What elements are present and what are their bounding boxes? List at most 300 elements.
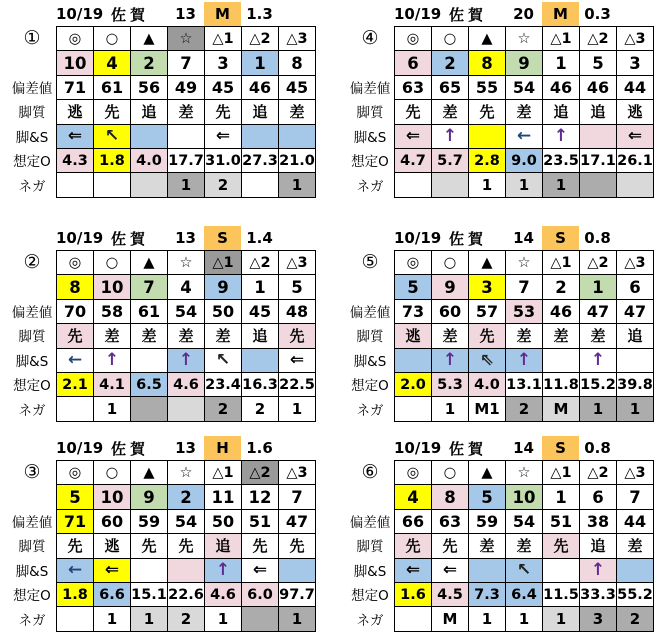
cell-style-4[interactable]: 差 [168, 100, 205, 124]
cell-symbols-6[interactable]: △2 [242, 251, 279, 275]
cell-symbols-6[interactable]: △2 [580, 461, 617, 485]
cell-odds-2[interactable]: 5.7 [432, 149, 469, 173]
cell-dev-5[interactable]: 51 [543, 510, 580, 534]
cell-nega-7[interactable]: 1 [279, 173, 316, 197]
cell-style-4[interactable]: 差 [168, 324, 205, 348]
cell-nega-6[interactable] [242, 607, 279, 631]
cell-legs-7[interactable]: ⇐ [617, 125, 654, 149]
cell-nega-2[interactable] [432, 173, 469, 197]
cell-symbols-3[interactable]: ▲ [469, 27, 506, 51]
cell-numbers-1[interactable]: 10 [57, 51, 94, 75]
cell-numbers-2[interactable]: 8 [432, 485, 469, 509]
cell-legs-7[interactable] [279, 559, 316, 583]
cell-nega-5[interactable]: M [543, 397, 580, 421]
cell-legs-4[interactable] [168, 559, 205, 583]
cell-nega-7[interactable]: 1 [617, 397, 654, 421]
cell-legs-6[interactable]: ⇐ [242, 559, 279, 583]
row-label-style: 脚質 [356, 329, 384, 346]
cell-numbers-7[interactable]: 8 [279, 51, 316, 75]
cell-legs-4[interactable]: ← [506, 125, 543, 149]
cell-legs-4[interactable] [168, 125, 205, 149]
cell-nega-6[interactable] [580, 173, 617, 197]
cell-style-4[interactable]: 差 [506, 324, 543, 348]
cell-dev-7[interactable]: 44 [617, 510, 654, 534]
cell-odds-2[interactable]: 6.6 [94, 583, 131, 607]
cell-symbols-5[interactable]: △1 [543, 461, 580, 485]
cell-dev-3[interactable]: 56 [131, 76, 168, 100]
cell-legs-4[interactable]: ↖ [506, 559, 543, 583]
cell-symbols-4[interactable]: ☆ [506, 27, 543, 51]
cell-odds-5[interactable]: 11.8 [543, 373, 580, 397]
cell-symbols-2[interactable]: ○ [94, 27, 131, 51]
cell-symbols-7[interactable]: △3 [279, 461, 316, 485]
cell-style-5[interactable]: 先 [205, 100, 242, 124]
cell-nega-2[interactable] [94, 173, 131, 197]
cell-numbers-1[interactable]: 4 [395, 485, 432, 509]
cell-nega-3[interactable] [131, 173, 168, 197]
cell-legs-1[interactable]: ⇐ [395, 125, 432, 149]
cell-legs-3[interactable]: ⇖ [469, 349, 506, 373]
cell-style-3[interactable]: 先 [469, 100, 506, 124]
cell-numbers-2[interactable]: 10 [94, 485, 131, 509]
cell-legs-2[interactable]: ↖ [94, 125, 131, 149]
cell-odds-3[interactable]: 4.0 [131, 149, 168, 173]
cell-symbols-6[interactable]: △2 [580, 251, 617, 275]
cell-symbols-7[interactable]: △3 [617, 27, 654, 51]
cell-style-7[interactable]: 差 [617, 534, 654, 558]
cell-odds-3[interactable]: 4.0 [469, 373, 506, 397]
cell-legs-5[interactable]: ⇐ [205, 125, 242, 149]
cell-dev-6[interactable]: 47 [580, 300, 617, 324]
cell-dev-7[interactable]: 44 [617, 76, 654, 100]
cell-style-7[interactable]: 先 [279, 324, 316, 348]
race-table-2 [8, 226, 316, 422]
cell-odds-6[interactable]: 17.1 [580, 149, 617, 173]
cell-style-3[interactable]: 差 [131, 324, 168, 348]
cell-symbols-7[interactable]: △3 [279, 251, 316, 275]
cell-nega-2[interactable]: M [432, 607, 469, 631]
cell-legs-6[interactable]: ↑ [580, 349, 617, 373]
cell-nega-6[interactable]: 3 [580, 607, 617, 631]
cell-dev-3[interactable]: 61 [131, 300, 168, 324]
cell-numbers-7[interactable]: 7 [279, 485, 316, 509]
cell-odds-1[interactable]: 1.8 [57, 583, 94, 607]
cell-numbers-1[interactable]: 6 [395, 51, 432, 75]
cell-dev-3[interactable]: 57 [469, 300, 506, 324]
cell-style-5[interactable]: 追 [543, 100, 580, 124]
cell-style-4[interactable]: 差 [506, 100, 543, 124]
cell-style-1[interactable]: 先 [57, 324, 94, 348]
cell-legs-7[interactable] [279, 125, 316, 149]
cell-legs-6[interactable]: ↑ [580, 559, 617, 583]
cell-symbols-4[interactable]: ☆ [506, 251, 543, 275]
cell-dev-7[interactable]: 47 [617, 300, 654, 324]
cell-nega-7[interactable]: 2 [617, 607, 654, 631]
cell-odds-5[interactable]: 23.4 [205, 373, 242, 397]
cell-dev-6[interactable]: 46 [242, 76, 279, 100]
cell-style-7[interactable]: 差 [279, 100, 316, 124]
cell-dev-1[interactable]: 63 [395, 76, 432, 100]
cell-odds-4[interactable]: 22.6 [168, 583, 205, 607]
cell-style-6[interactable]: 差 [580, 324, 617, 348]
cell-symbols-3[interactable]: ▲ [131, 251, 168, 275]
cell-style-6[interactable]: 先 [242, 534, 279, 558]
cell-dev-5[interactable]: 50 [205, 300, 242, 324]
cell-numbers-2[interactable]: 4 [94, 51, 131, 75]
cell-nega-6[interactable] [242, 173, 279, 197]
cell-style-5[interactable]: 先 [543, 534, 580, 558]
table-header [346, 2, 654, 26]
cell-symbols-7[interactable]: △3 [279, 27, 316, 51]
cell-style-5[interactable]: 差 [543, 324, 580, 348]
cell-odds-4[interactable]: 9.0 [506, 149, 543, 173]
cell-numbers-2[interactable]: 9 [432, 275, 469, 299]
cell-dev-1[interactable]: 71 [57, 510, 94, 534]
cell-legs-5[interactable]: ↑ [205, 559, 242, 583]
cell-symbols-2[interactable]: ○ [94, 461, 131, 485]
cell-symbols-3[interactable]: ▲ [469, 461, 506, 485]
cell-nega-1[interactable] [395, 397, 432, 421]
cell-style-7[interactable]: 追 [617, 324, 654, 348]
cell-numbers-5[interactable]: 1 [543, 51, 580, 75]
cell-nega-2[interactable]: 1 [432, 397, 469, 421]
cell-dev-4[interactable]: 54 [168, 300, 205, 324]
cell-numbers-1[interactable]: 5 [57, 485, 94, 509]
cell-numbers-2[interactable]: 10 [94, 275, 131, 299]
cell-numbers-4[interactable]: 4 [168, 275, 205, 299]
cell-nega-3[interactable]: M1 [469, 397, 506, 421]
cell-nega-7[interactable]: 1 [279, 397, 316, 421]
cell-symbols-7[interactable]: △3 [617, 251, 654, 275]
cell-dev-2[interactable]: 58 [94, 300, 131, 324]
cell-numbers-1[interactable]: 8 [57, 275, 94, 299]
cell-style-3[interactable]: 差 [469, 534, 506, 558]
cell-odds-1[interactable]: 2.1 [57, 373, 94, 397]
cell-legs-3[interactable] [469, 559, 506, 583]
cell-numbers-3[interactable]: 7 [131, 275, 168, 299]
cell-legs-7[interactable] [617, 559, 654, 583]
cell-style-2[interactable]: 先 [432, 534, 469, 558]
cell-nega-5[interactable]: 2 [205, 397, 242, 421]
cell-legs-6[interactable] [242, 125, 279, 149]
cell-nega-4[interactable] [168, 397, 205, 421]
cell-numbers-3[interactable]: 2 [131, 51, 168, 75]
cell-nega-7[interactable] [617, 173, 654, 197]
cell-numbers-6[interactable]: 1 [242, 51, 279, 75]
cell-symbols-5[interactable]: △1 [205, 251, 242, 275]
cell-dev-4[interactable]: 54 [506, 510, 543, 534]
cell-odds-6[interactable]: 6.0 [242, 583, 279, 607]
cell-dev-6[interactable]: 45 [242, 300, 279, 324]
cell-style-2[interactable]: 先 [94, 100, 131, 124]
cell-legs-3[interactable] [131, 125, 168, 149]
cell-odds-7[interactable]: 39.8 [617, 373, 654, 397]
race-value: 1.6 [246, 439, 273, 457]
cell-nega-3[interactable]: 1 [131, 607, 168, 631]
cell-dev-3[interactable]: 55 [469, 76, 506, 100]
cell-numbers-5[interactable]: 9 [205, 275, 242, 299]
cell-symbols-6[interactable]: △2 [242, 461, 279, 485]
cell-numbers-7[interactable]: 7 [617, 485, 654, 509]
cell-style-6[interactable]: 追 [580, 100, 617, 124]
cell-symbols-1[interactable]: ◎ [57, 251, 94, 275]
cell-symbols-2[interactable]: ○ [432, 251, 469, 275]
cell-dev-5[interactable]: 50 [205, 510, 242, 534]
cell-odds-3[interactable]: 6.5 [131, 373, 168, 397]
cell-style-2[interactable]: 差 [94, 324, 131, 348]
cell-numbers-6[interactable]: 12 [242, 485, 279, 509]
cell-odds-3[interactable]: 2.8 [469, 149, 506, 173]
cell-legs-5[interactable] [543, 559, 580, 583]
cell-dev-7[interactable]: 47 [279, 510, 316, 534]
cell-symbols-5[interactable]: △1 [205, 27, 242, 51]
cell-dev-5[interactable]: 46 [543, 76, 580, 100]
cell-symbols-1[interactable]: ◎ [395, 461, 432, 485]
cell-legs-3[interactable] [131, 349, 168, 373]
cell-legs-2[interactable]: ↑ [432, 349, 469, 373]
cell-legs-6[interactable] [242, 349, 279, 373]
cell-symbols-6[interactable]: △2 [242, 27, 279, 51]
cell-style-1[interactable]: 先 [395, 100, 432, 124]
cell-symbols-5[interactable]: △1 [205, 461, 242, 485]
cell-numbers-6[interactable]: 5 [580, 51, 617, 75]
cell-nega-3[interactable]: 1 [469, 173, 506, 197]
cell-symbols-1[interactable]: ◎ [57, 27, 94, 51]
cell-odds-1[interactable]: 4.3 [57, 149, 94, 173]
cell-odds-2[interactable]: 1.8 [94, 149, 131, 173]
cell-nega-2[interactable]: 1 [94, 607, 131, 631]
cell-nega-5[interactable]: 2 [205, 173, 242, 197]
cell-legs-1[interactable]: ← [57, 349, 94, 373]
cell-symbols-1[interactable]: ◎ [395, 251, 432, 275]
cell-symbols-6[interactable]: △2 [580, 27, 617, 51]
cell-odds-2[interactable]: 4.1 [94, 373, 131, 397]
cell-nega-4[interactable]: 1 [506, 173, 543, 197]
cell-nega-4[interactable]: 2 [168, 607, 205, 631]
cell-dev-3[interactable]: 59 [131, 510, 168, 534]
cell-odds-7[interactable]: 55.2 [617, 583, 654, 607]
cell-odds-2[interactable]: 4.5 [432, 583, 469, 607]
cell-nega-4[interactable]: 1 [506, 607, 543, 631]
cell-style-3[interactable]: 先 [469, 324, 506, 348]
cell-odds-4[interactable]: 13.1 [506, 373, 543, 397]
cell-dev-7[interactable]: 45 [279, 76, 316, 100]
cell-legs-4[interactable]: ↑ [506, 349, 543, 373]
cell-numbers-6[interactable]: 1 [580, 275, 617, 299]
cell-dev-4[interactable]: 54 [168, 510, 205, 534]
cell-style-3[interactable]: 先 [131, 534, 168, 558]
cell-nega-1[interactable] [395, 607, 432, 631]
cell-style-4[interactable]: 差 [506, 534, 543, 558]
cell-symbols-2[interactable]: ○ [432, 27, 469, 51]
cell-dev-4[interactable]: 54 [506, 76, 543, 100]
cell-odds-6[interactable]: 15.2 [580, 373, 617, 397]
cell-legs-6[interactable] [580, 125, 617, 149]
cell-symbols-3[interactable]: ▲ [469, 251, 506, 275]
cell-numbers-5[interactable]: 3 [205, 51, 242, 75]
cell-nega-6[interactable]: 2 [242, 397, 279, 421]
cell-numbers-6[interactable]: 6 [580, 485, 617, 509]
cell-odds-5[interactable]: 11.5 [543, 583, 580, 607]
cell-legs-2[interactable]: ⇐ [94, 559, 131, 583]
cell-nega-7[interactable]: 1 [279, 607, 316, 631]
cell-odds-4[interactable]: 6.4 [506, 583, 543, 607]
cell-dev-5[interactable]: 46 [543, 300, 580, 324]
cell-odds-5[interactable]: 31.0 [205, 149, 242, 173]
cell-numbers-5[interactable]: 2 [543, 275, 580, 299]
cell-legs-1[interactable]: ⇐ [57, 125, 94, 149]
cell-nega-4[interactable]: 2 [506, 397, 543, 421]
cell-nega-5[interactable]: 1 [543, 607, 580, 631]
cell-dev-7[interactable]: 48 [279, 300, 316, 324]
cell-style-7[interactable]: 先 [279, 534, 316, 558]
cell-nega-1[interactable] [57, 397, 94, 421]
cell-style-1[interactable]: 先 [57, 534, 94, 558]
cell-legs-4[interactable]: ↑ [168, 349, 205, 373]
cell-symbols-4[interactable]: ☆ [168, 461, 205, 485]
cell-dev-2[interactable]: 65 [432, 76, 469, 100]
cell-dev-2[interactable]: 60 [432, 300, 469, 324]
cell-numbers-6[interactable]: 1 [242, 275, 279, 299]
cell-odds-6[interactable]: 16.3 [242, 373, 279, 397]
cell-odds-1[interactable]: 1.6 [395, 583, 432, 607]
cell-numbers-2[interactable]: 2 [432, 51, 469, 75]
cell-dev-1[interactable]: 70 [57, 300, 94, 324]
cell-legs-2[interactable]: ⇐ [432, 559, 469, 583]
cell-style-5[interactable]: 追 [205, 534, 242, 558]
cell-odds-6[interactable]: 27.3 [242, 149, 279, 173]
cell-symbols-7[interactable]: △3 [617, 461, 654, 485]
cell-symbols-5[interactable]: △1 [543, 27, 580, 51]
cell-dev-1[interactable]: 73 [395, 300, 432, 324]
cell-symbols-3[interactable]: ▲ [131, 461, 168, 485]
cell-numbers-5[interactable]: 11 [205, 485, 242, 509]
cell-numbers-3[interactable]: 3 [469, 275, 506, 299]
cell-odds-7[interactable]: 21.0 [279, 149, 316, 173]
cell-dev-6[interactable]: 46 [580, 76, 617, 100]
cell-legs-2[interactable]: ↑ [94, 349, 131, 373]
cell-numbers-7[interactable]: 3 [617, 51, 654, 75]
cell-numbers-4[interactable]: 9 [506, 51, 543, 75]
cell-symbols-4[interactable]: ☆ [506, 461, 543, 485]
cell-odds-4[interactable]: 4.6 [168, 373, 205, 397]
cell-numbers-4[interactable]: 2 [168, 485, 205, 509]
cell-legs-1[interactable] [395, 349, 432, 373]
cell-numbers-5[interactable]: 1 [543, 485, 580, 509]
cell-symbols-4[interactable]: ☆ [168, 27, 205, 51]
cell-odds-1[interactable]: 2.0 [395, 373, 432, 397]
cell-dev-2[interactable]: 60 [94, 510, 131, 534]
cell-nega-6[interactable]: 1 [580, 397, 617, 421]
cell-numbers-4[interactable]: 7 [168, 51, 205, 75]
cell-nega-2[interactable]: 1 [94, 397, 131, 421]
cell-odds-2[interactable]: 5.3 [432, 373, 469, 397]
cell-nega-3[interactable] [131, 397, 168, 421]
cell-legs-5[interactable] [543, 349, 580, 373]
cell-legs-1[interactable]: ⇐ [395, 559, 432, 583]
cell-style-2[interactable]: 差 [432, 100, 469, 124]
cell-odds-6[interactable]: 33.3 [580, 583, 617, 607]
cell-legs-3[interactable] [469, 125, 506, 149]
cell-odds-4[interactable]: 17.7 [168, 149, 205, 173]
cell-style-6[interactable]: 追 [242, 324, 279, 348]
cell-legs-5[interactable]: ↑ [543, 125, 580, 149]
cell-style-1[interactable]: 逃 [57, 100, 94, 124]
cell-style-5[interactable]: 差 [205, 324, 242, 348]
cell-legs-2[interactable]: ↑ [432, 125, 469, 149]
cell-style-7[interactable]: 逃 [617, 100, 654, 124]
cell-legs-7[interactable]: ⇐ [279, 349, 316, 373]
row-label-blank [346, 274, 394, 298]
cell-nega-3[interactable]: 1 [469, 607, 506, 631]
cell-style-6[interactable]: 追 [580, 534, 617, 558]
cell-numbers-4[interactable]: 10 [506, 485, 543, 509]
cell-symbols-1[interactable]: ◎ [395, 27, 432, 51]
cell-odds-5[interactable]: 23.5 [543, 149, 580, 173]
cell-legs-5[interactable]: ↖ [205, 349, 242, 373]
cell-dev-6[interactable]: 51 [242, 510, 279, 534]
cell-numbers-3[interactable]: 9 [131, 485, 168, 509]
cell-odds-3[interactable]: 7.3 [469, 583, 506, 607]
cell-nega-5[interactable]: 1 [543, 173, 580, 197]
cell-dev-6[interactable]: 38 [580, 510, 617, 534]
cell-numbers-4[interactable]: 7 [506, 275, 543, 299]
cell-dev-2[interactable]: 63 [432, 510, 469, 534]
cell-legs-7[interactable] [617, 349, 654, 373]
cell-dev-5[interactable]: 45 [205, 76, 242, 100]
cell-numbers-7[interactable]: 6 [617, 275, 654, 299]
cell-numbers-3[interactable]: 5 [469, 485, 506, 509]
cell-symbols-2[interactable]: ○ [432, 461, 469, 485]
cell-symbols-1[interactable]: ◎ [57, 461, 94, 485]
cell-odds-1[interactable]: 4.7 [395, 149, 432, 173]
cell-odds-7[interactable]: 22.5 [279, 373, 316, 397]
cell-symbols-5[interactable]: △1 [543, 251, 580, 275]
cell-symbols-3[interactable]: ▲ [131, 27, 168, 51]
cell-numbers-1[interactable]: 5 [395, 275, 432, 299]
cell-odds-7[interactable]: 26.1 [617, 149, 654, 173]
cell-style-6[interactable]: 追 [242, 100, 279, 124]
cell-numbers-7[interactable]: 5 [279, 275, 316, 299]
cell-style-1[interactable]: 逃 [395, 324, 432, 348]
cell-nega-1[interactable] [57, 173, 94, 197]
cell-nega-5[interactable]: 1 [205, 607, 242, 631]
cell-dev-3[interactable]: 59 [469, 510, 506, 534]
cell-dev-1[interactable]: 71 [57, 76, 94, 100]
cell-dev-4[interactable]: 53 [506, 300, 543, 324]
cell-nega-4[interactable]: 1 [168, 173, 205, 197]
cell-legs-1[interactable]: ← [57, 559, 94, 583]
cell-style-2[interactable]: 差 [432, 324, 469, 348]
cell-odds-5[interactable]: 4.6 [205, 583, 242, 607]
cell-symbols-2[interactable]: ○ [94, 251, 131, 275]
race-date: 10/19 [394, 229, 442, 247]
cell-dev-2[interactable]: 61 [94, 76, 131, 100]
cell-style-3[interactable]: 追 [131, 100, 168, 124]
cell-odds-3[interactable]: 15.1 [131, 583, 168, 607]
cell-style-1[interactable]: 先 [395, 534, 432, 558]
cell-nega-1[interactable] [395, 173, 432, 197]
cell-dev-4[interactable]: 49 [168, 76, 205, 100]
cell-numbers-3[interactable]: 8 [469, 51, 506, 75]
cell-symbols-4[interactable]: ☆ [168, 251, 205, 275]
cell-style-4[interactable]: 先 [168, 534, 205, 558]
cell-legs-3[interactable] [131, 559, 168, 583]
cell-style-2[interactable]: 逃 [94, 534, 131, 558]
cell-dev-1[interactable]: 66 [395, 510, 432, 534]
cell-nega-1[interactable] [57, 607, 94, 631]
cell-odds-7[interactable]: 97.7 [279, 583, 316, 607]
